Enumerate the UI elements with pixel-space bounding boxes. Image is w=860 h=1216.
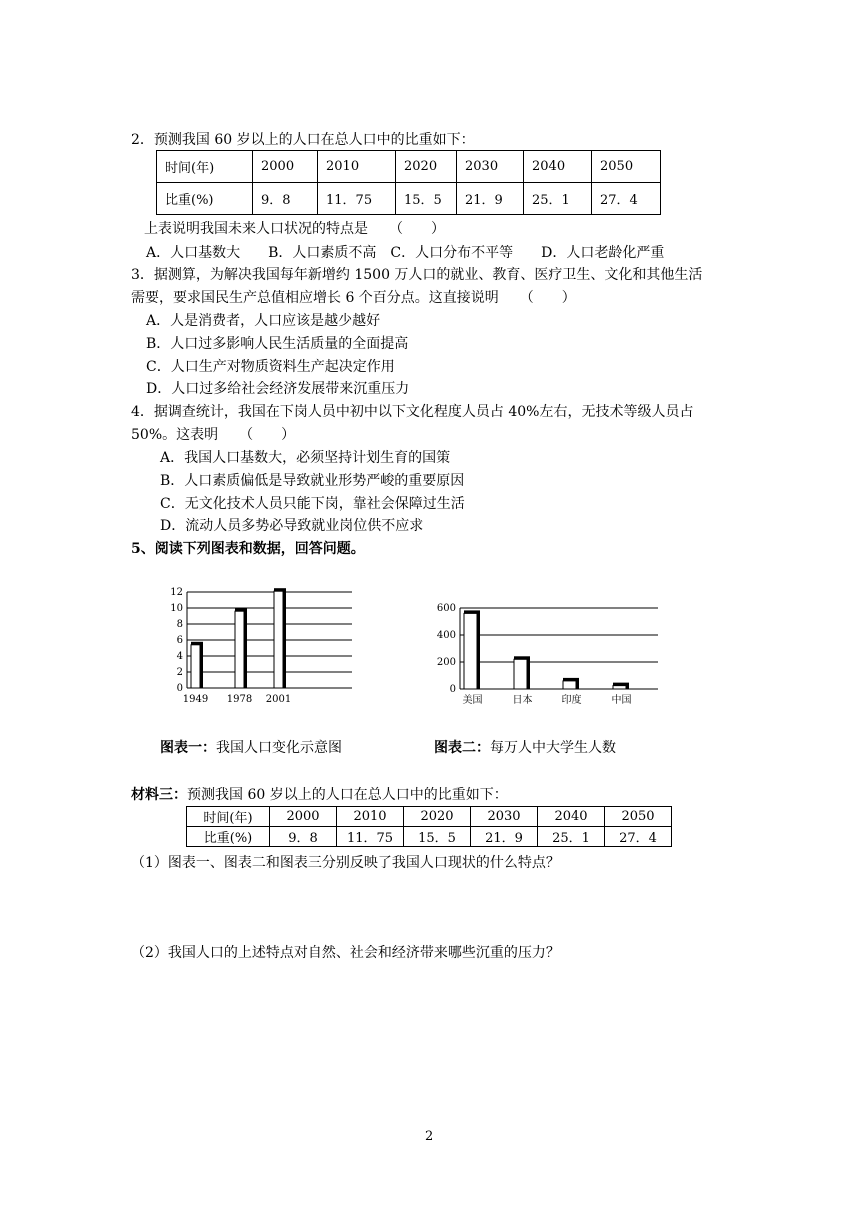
y-tick-label: 2 (176, 667, 183, 678)
chart2-x-labels (463, 693, 632, 706)
y-tick-label: 200 (436, 657, 456, 668)
chart1-y-ticks (170, 587, 183, 694)
table-cell: 21．9 (471, 827, 538, 847)
table-cell: 2010 (337, 807, 404, 827)
material3-heading (131, 785, 508, 805)
y-tick-label: 600 (436, 603, 456, 614)
table-cell: 2050 (592, 151, 661, 183)
table-cell: 2030 (471, 807, 538, 827)
table-row (187, 827, 672, 847)
q2-stem: 2．预测我国 60 岁以上的人口在总人口中的比重如下： (131, 132, 475, 148)
q3-stem-line2: 需要，要求国民生产总值相应增长 6 个百分点。这直接说明 （ ） (131, 290, 576, 306)
table-cell: 时间(年) (157, 151, 253, 183)
table-cell: 2020 (396, 151, 457, 183)
q4-stem-line2: 50%。这表明 （ ） (131, 427, 296, 443)
table-cell: 时间(年) (187, 807, 270, 827)
q4-option-b: B．人口素质偏低是导致就业形势严峻的重要原因 (160, 473, 465, 489)
table-cell: 2050 (605, 807, 672, 827)
chart2-caption-label: 图表二： (434, 740, 490, 756)
table-row (157, 183, 661, 215)
table-cell: 2020 (404, 807, 471, 827)
q2-options: A．人口基数大 B．人口素质不高 C．人口分布不平等 D．人口老龄化严重 (146, 245, 665, 261)
q4-stem-line1: 4．据调查统计，我国在下岗人员中初中以下文化程度人员占 40%左右，无技术等级人员占 (131, 404, 694, 420)
table-cell: 25．1 (524, 183, 592, 215)
table-cell: 11．75 (318, 183, 396, 215)
table-cell: 2040 (524, 151, 592, 183)
bar (464, 613, 477, 689)
y-tick-label: 8 (176, 619, 183, 630)
q5-stem: 5、阅读下列图表和数据，回答问题。 (131, 541, 365, 557)
q3-option-c: C．人口生产对物质资料生产起决定作用 (146, 359, 395, 375)
q3-stem-line1: 3．据测算，为解决我国每年新增约 1500 万人口的就业、教育、医疗卫生、文化和其他生活 (131, 267, 703, 283)
q5-sub-question-1: （1）图表一、图表二和图表三分别反映了我国人口现状的什么特点？ (131, 855, 560, 871)
q3-option-d: D．人口过多给社会经济发展带来沉重压力 (146, 381, 410, 397)
y-tick-label: 4 (176, 651, 183, 662)
q2-table (156, 150, 661, 215)
table-cell: 2040 (538, 807, 605, 827)
x-tick-label: 1978 (226, 694, 253, 705)
chart2-caption (434, 738, 616, 758)
chart2-y-ticks (437, 603, 456, 695)
table-cell: 27．4 (592, 183, 661, 215)
table-row (187, 807, 672, 827)
bar (563, 681, 576, 689)
chart1-grid (187, 592, 352, 688)
table-cell: 9．8 (270, 827, 337, 847)
y-tick-label: 0 (449, 684, 456, 695)
x-tick-label: 1949 (182, 694, 209, 705)
table-cell: 11．75 (337, 827, 404, 847)
y-tick-label: 0 (176, 683, 183, 694)
x-tick-label: 日本 (512, 695, 533, 706)
chart1-caption (160, 738, 342, 758)
q4-option-d: D．流动人员多势必导致就业岗位供不应求 (160, 518, 424, 534)
chart1-x-labels (183, 694, 291, 705)
table-cell: 2000 (270, 807, 337, 827)
chart2-caption-text: 每万人中大学生人数 (490, 740, 616, 756)
table-row (157, 151, 661, 183)
q2-question: 上表说明我国未来人口状况的特点是 （ ） (144, 221, 445, 237)
x-tick-label: 2001 (265, 694, 292, 705)
material3-table (186, 806, 672, 847)
y-tick-label: 10 (170, 603, 183, 614)
y-tick-label: 12 (170, 587, 183, 598)
y-tick-label: 6 (176, 635, 183, 646)
table-cell: 15．5 (404, 827, 471, 847)
bar (274, 591, 283, 688)
material3-text: 预测我国 60 岁以上的人口在总人口中的比重如下： (187, 787, 508, 803)
y-tick-label: 400 (436, 630, 456, 641)
material3-label: 材料三： (131, 787, 187, 803)
q4-option-a: A．我国人口基数大，必须坚持计划生育的国策 (160, 450, 451, 466)
x-tick-label: 美国 (462, 695, 483, 706)
table-cell: 21．9 (457, 183, 524, 215)
table-cell: 25．1 (538, 827, 605, 847)
page-number: 2 (425, 1129, 434, 1144)
chart1-caption-label: 图表一： (160, 740, 216, 756)
chart2-grid (460, 608, 658, 689)
q5-sub-question-2: （2）我国人口的上述特点对自然、社会和经济带来哪些沉重的压力？ (131, 945, 560, 961)
table-cell: 2000 (253, 151, 318, 183)
table-cell: 27．4 (605, 827, 672, 847)
x-tick-label: 中国 (611, 695, 632, 706)
chart-population (160, 580, 360, 710)
q4-option-c: C．无文化技术人员只能下岗，靠社会保障过生活 (160, 496, 465, 512)
table-cell: 比重(%) (157, 183, 253, 215)
bar (514, 659, 527, 689)
bar (613, 686, 626, 689)
bar (191, 645, 200, 688)
table-cell: 2030 (457, 151, 524, 183)
table-cell: 15．5 (396, 183, 457, 215)
x-tick-label: 印度 (561, 695, 582, 706)
bar (235, 611, 244, 688)
chart2-bars (464, 610, 629, 689)
table-cell: 2010 (318, 151, 396, 183)
table-cell: 9．8 (253, 183, 318, 215)
q3-option-b: B．人口过多影响人民生活质量的全面提高 (146, 336, 409, 352)
chart1-caption-text: 我国人口变化示意图 (216, 740, 342, 756)
table-cell: 比重(%) (187, 827, 270, 847)
q3-option-a: A．人是消费者，人口应该是越少越好 (146, 313, 381, 329)
chart1-bars (191, 588, 286, 688)
chart-college-students (420, 595, 660, 725)
